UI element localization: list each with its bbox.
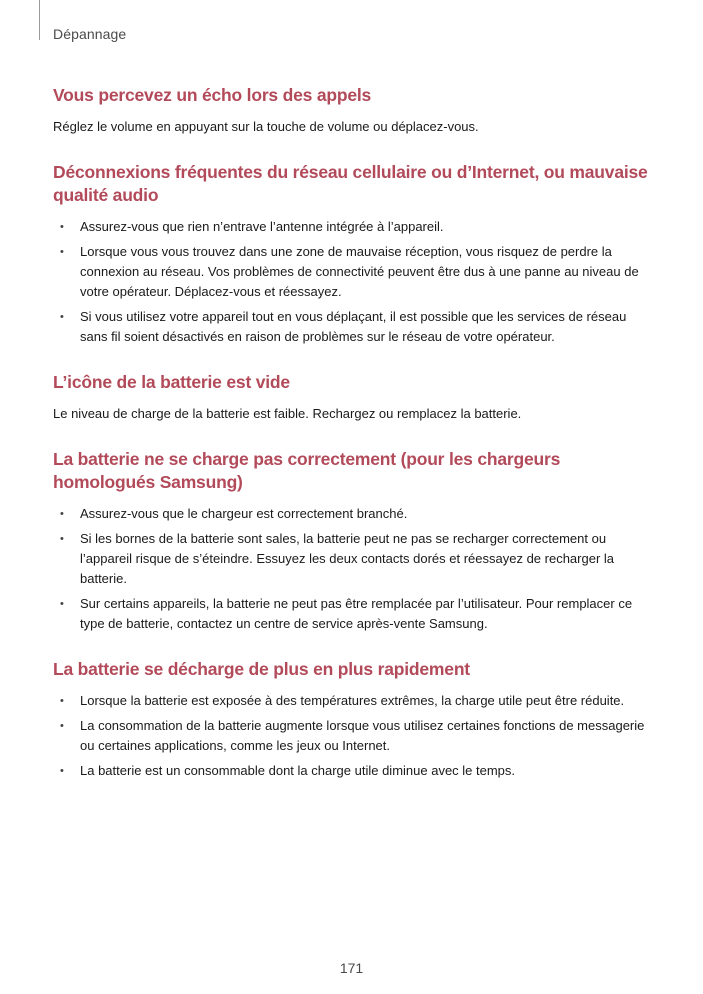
section-battery-drain: [53, 658, 653, 781]
section-heading: La batterie se décharge de plus en plus rapidement: [53, 659, 470, 679]
section-heading: Déconnexions fréquentes du réseau cellulaire ou d’Internet, ou mauvaise qualité audio: [53, 162, 648, 205]
margin-rule: [39, 0, 40, 40]
list-item-text: La consommation de la batterie augmente lorsque vous utilisez certaines fonctions de messagerie ou certaines applications, comme les jeux ou Internet.: [80, 718, 645, 753]
section-echo: [53, 84, 653, 137]
bullet-list: [53, 691, 653, 781]
bullet-icon: •: [60, 533, 64, 545]
page-number: 171: [339, 960, 364, 976]
bullet-icon: •: [60, 765, 64, 777]
list-item-text: Sur certains appareils, la batterie ne peut pas être remplacée par l’utilisateur. Pour remplacer ce type de batterie, contactez un centre de service après-vente Samsung.: [80, 596, 633, 631]
list-item-text: Si vous utilisez votre appareil tout en vous déplaçant, il est possible que les services de réseau sans fil soient désactivés en raison de problèmes sur le réseau de votre opérateur.: [80, 309, 627, 344]
section-heading: Vous percevez un écho lors des appels: [53, 85, 372, 105]
section-heading: L’icône de la batterie est vide: [53, 372, 290, 392]
page-content: [53, 84, 653, 805]
list-item-text: Assurez-vous que rien n’entrave l’antenne intégrée à l’appareil.: [80, 219, 444, 234]
bullet-icon: •: [60, 720, 64, 732]
list-item: [53, 691, 653, 711]
list-item: [53, 529, 653, 589]
section-battery-charging: [53, 448, 653, 634]
bullet-list: [53, 504, 653, 634]
list-item: [53, 594, 653, 634]
bullet-icon: •: [60, 311, 64, 323]
section-body: Le niveau de charge de la batterie est faible. Rechargez ou remplacez la batterie.: [53, 406, 522, 421]
running-header: Dépannage: [53, 26, 127, 42]
list-item: [53, 716, 653, 756]
section-network: [53, 161, 653, 347]
bullet-icon: •: [60, 508, 64, 520]
list-item-text: Lorsque la batterie est exposée à des températures extrêmes, la charge utile peut être réduite.: [80, 693, 625, 708]
bullet-icon: •: [60, 221, 64, 233]
section-battery-empty: [53, 371, 653, 424]
section-body: Réglez le volume en appuyant sur la touche de volume ou déplacez-vous.: [53, 119, 479, 134]
list-item-text: Assurez-vous que le chargeur est correctement branché.: [80, 506, 408, 521]
list-item: [53, 307, 653, 347]
list-item: [53, 242, 653, 302]
list-item: [53, 504, 653, 524]
bullet-icon: •: [60, 695, 64, 707]
list-item: [53, 761, 653, 781]
section-heading: La batterie ne se charge pas correctement (pour les chargeurs homologués Samsung): [53, 449, 561, 492]
list-item-text: La batterie est un consommable dont la charge utile diminue avec le temps.: [80, 763, 516, 778]
bullet-icon: •: [60, 598, 64, 610]
bullet-icon: •: [60, 246, 64, 258]
list-item: [53, 217, 653, 237]
list-item-text: Lorsque vous vous trouvez dans une zone de mauvaise réception, vous risquez de perdre la connexion au réseau. Vos problèmes de connectivité peuvent être dus à une panne au niveau de votre opérateur. Déplacez-vous et réessayez.: [80, 244, 639, 299]
list-item-text: Si les bornes de la batterie sont sales, la batterie peut ne pas se recharger correctement ou l’appareil risque de s’éteindre. Essuyez les deux contacts dorés et réessayez de recharger la batterie.: [80, 531, 615, 586]
bullet-list: [53, 217, 653, 347]
